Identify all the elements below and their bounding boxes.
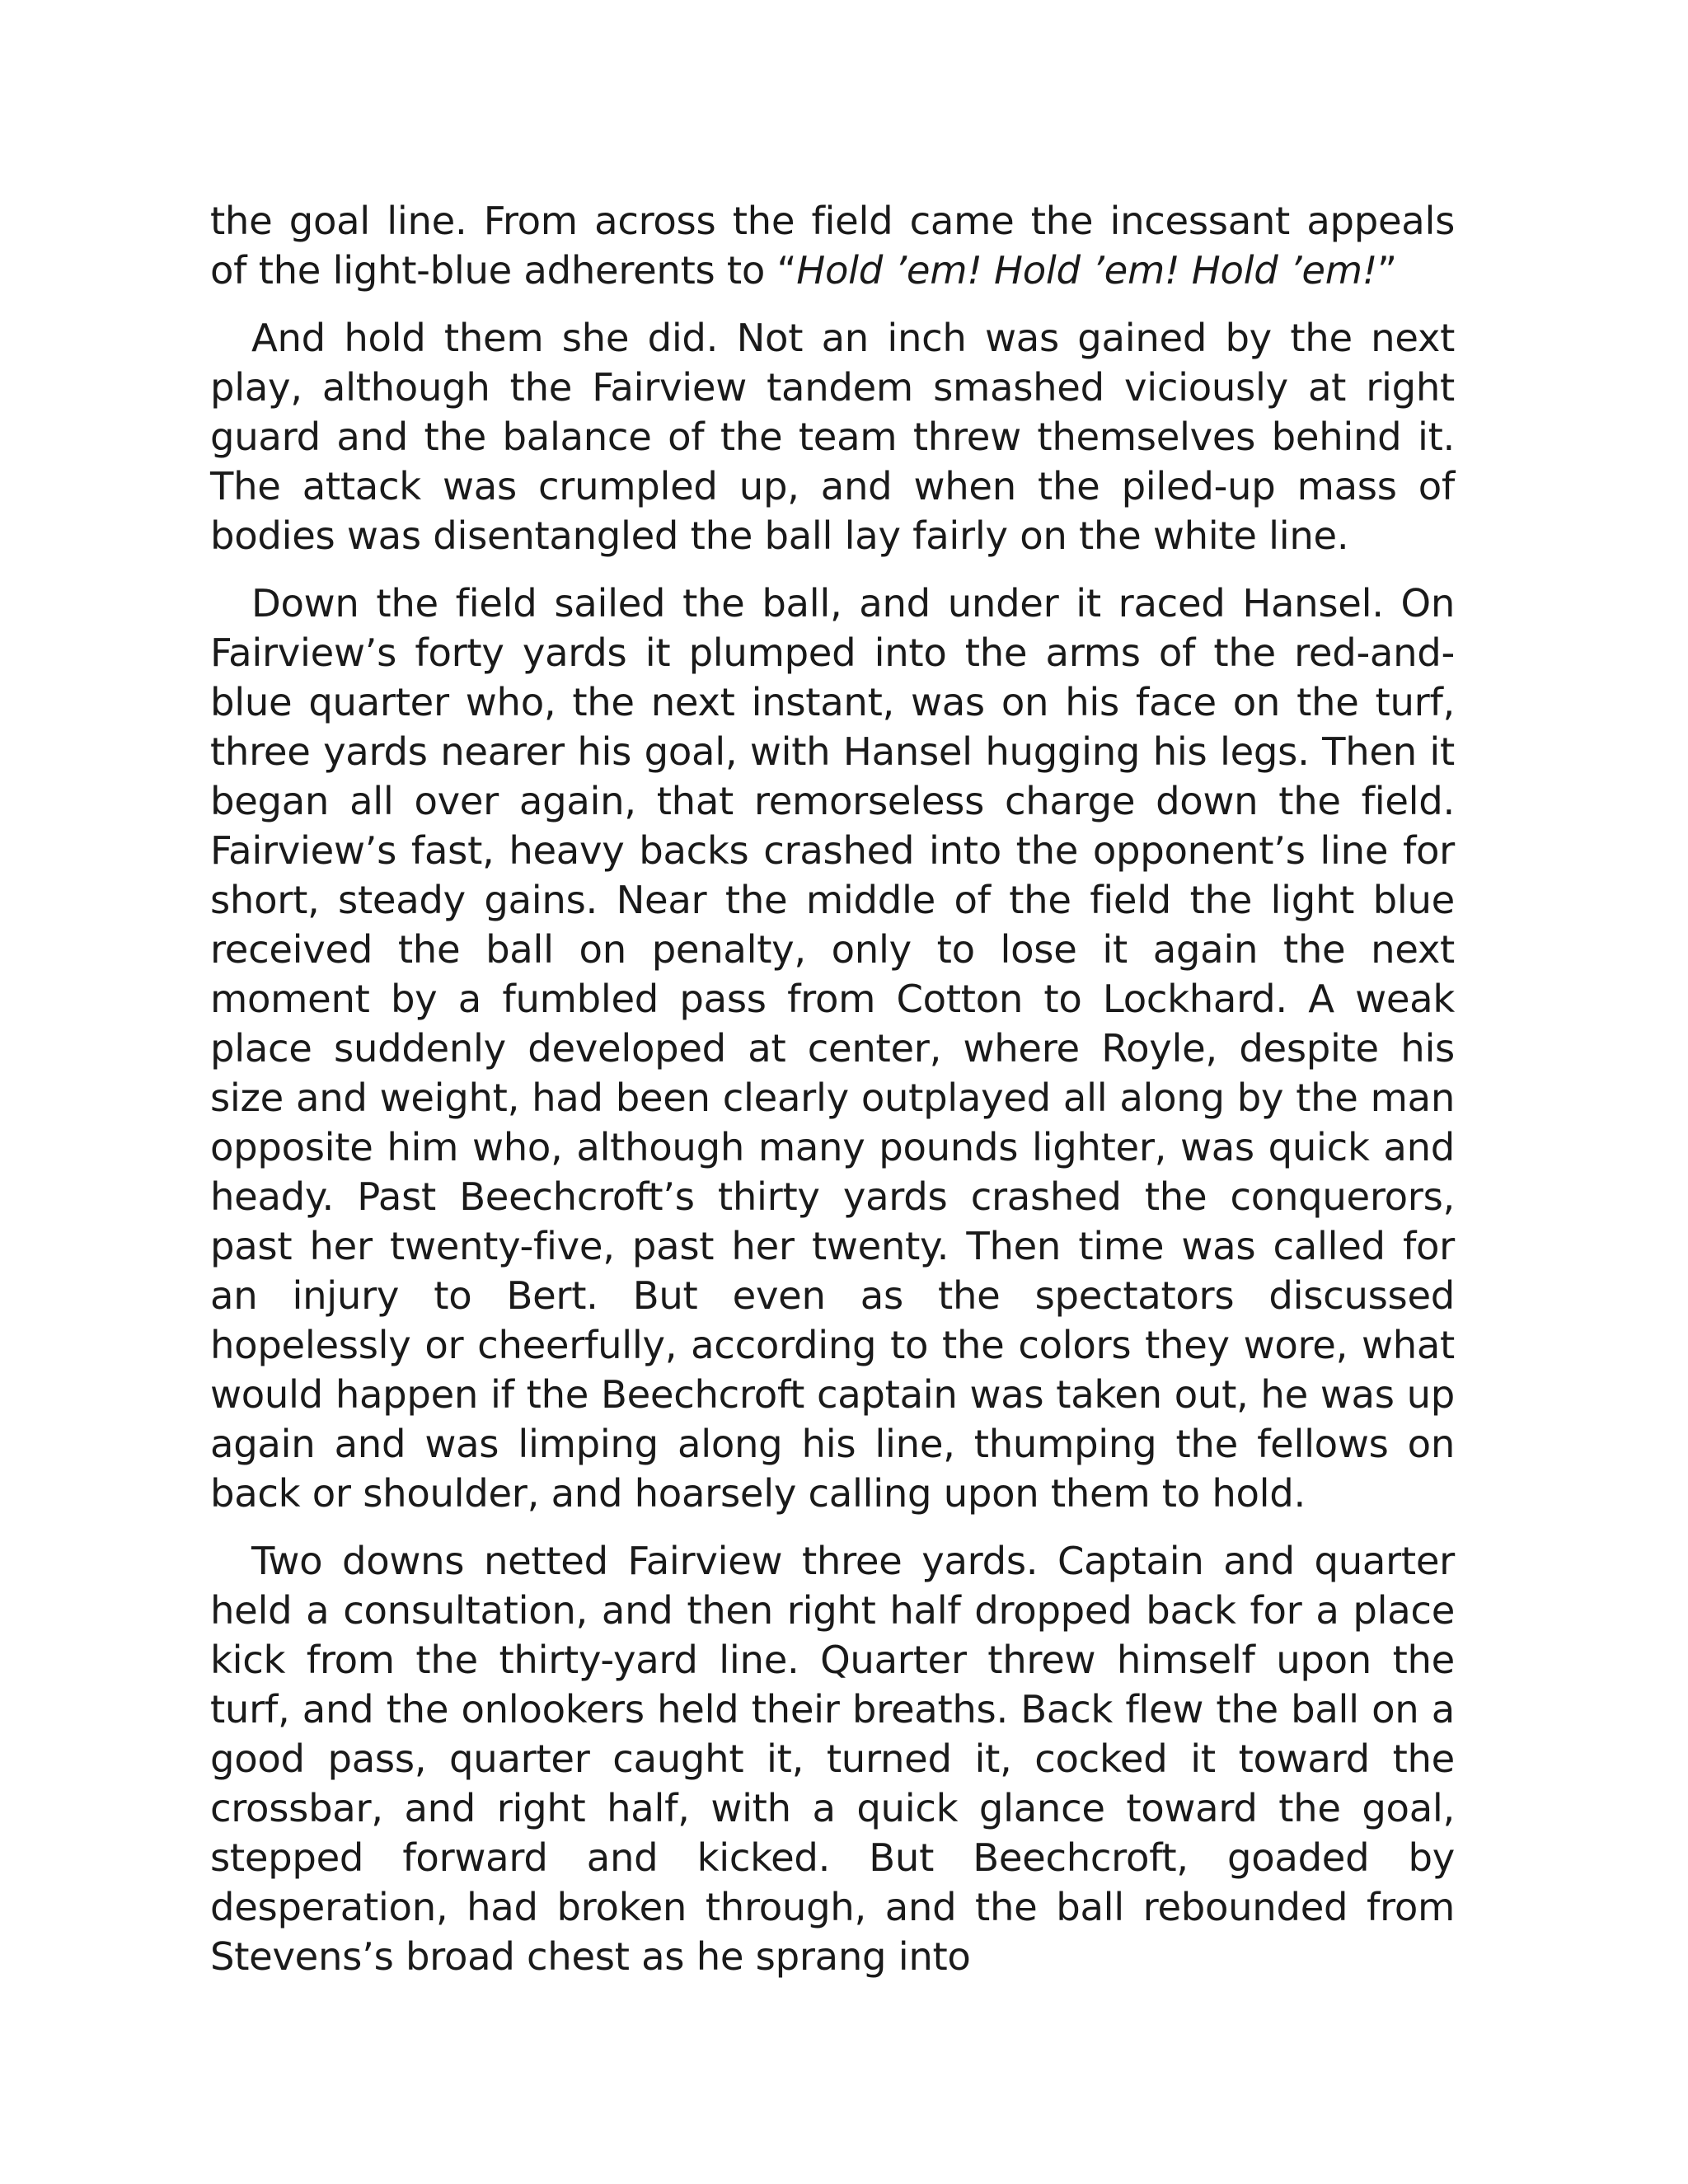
paragraph-1-text: the goal line. From across the field came the incessant appeals of the light-blue adherents to “ (210, 199, 1455, 293)
paragraph-1-closing-quote: ” (1377, 248, 1397, 293)
paragraph-1 (210, 196, 1455, 295)
paragraph-1-italic-chant: Hold ’em! Hold ’em! Hold ’em! (796, 248, 1378, 293)
paragraph-4: Two downs netted Fairview three yards. Captain and quarter held a consultation, and then right half dropped back for a place kick from the thirty-yard line. Quarter threw himself upon the turf, and the onlookers held their breaths. Back flew the ball on a good pass, quarter caught it, turned it, cocked it toward the crossbar, and right half, with a quick glance toward the goal, stepped forward and kicked. But Beechcroft, goaded by desperation, had broken through, and the ball rebounded from Stevens’s broad chest as he sprang into (210, 1539, 1455, 1979)
paragraph-3: Down the field sailed the ball, and under it raced Hansel. On Fairview’s forty yards it plumped into the arms of the red-and-blue quarter who, the next instant, was on his face on the turf, three yards nearer his goal, with Hansel hugging his legs. Then it began all over again, that remorseless charge down the field. Fairview’s fast, heavy backs crashed into the opponent’s line for short, steady gains. Near the middle of the field the light blue received the ball on penalty, only to lose it again the next moment by a fumbled pass from Cotton to Lockhard. A weak place suddenly developed at center, where Royle, despite his size and weight, had been clearly outplayed all along by the man opposite him who, although many pounds lighter, was quick and heady. Past Beechcroft’s thirty yards crashed the conquerors, past her twenty-five, past her twenty. Then time was called for an injury to Bert. But even as the spectators discussed hopelessly or cheerfully, according to the colors they wore, what would happen if the Beechcroft captain was taken out, he was up again and was limping along his line, thumping the fellows on back or shoulder, and hoarsely calling upon them to hold. (210, 581, 1455, 1516)
book-page (210, 196, 1455, 1999)
paragraph-2: And hold them she did. Not an inch was gained by the next play, although the Fairview tandem smashed viciously at right guard and the balance of the team threw themselves behind it. The attack was crumpled up, and when the piled-up mass of bodies was disentangled the ball lay fairly on the white line. (210, 316, 1455, 558)
